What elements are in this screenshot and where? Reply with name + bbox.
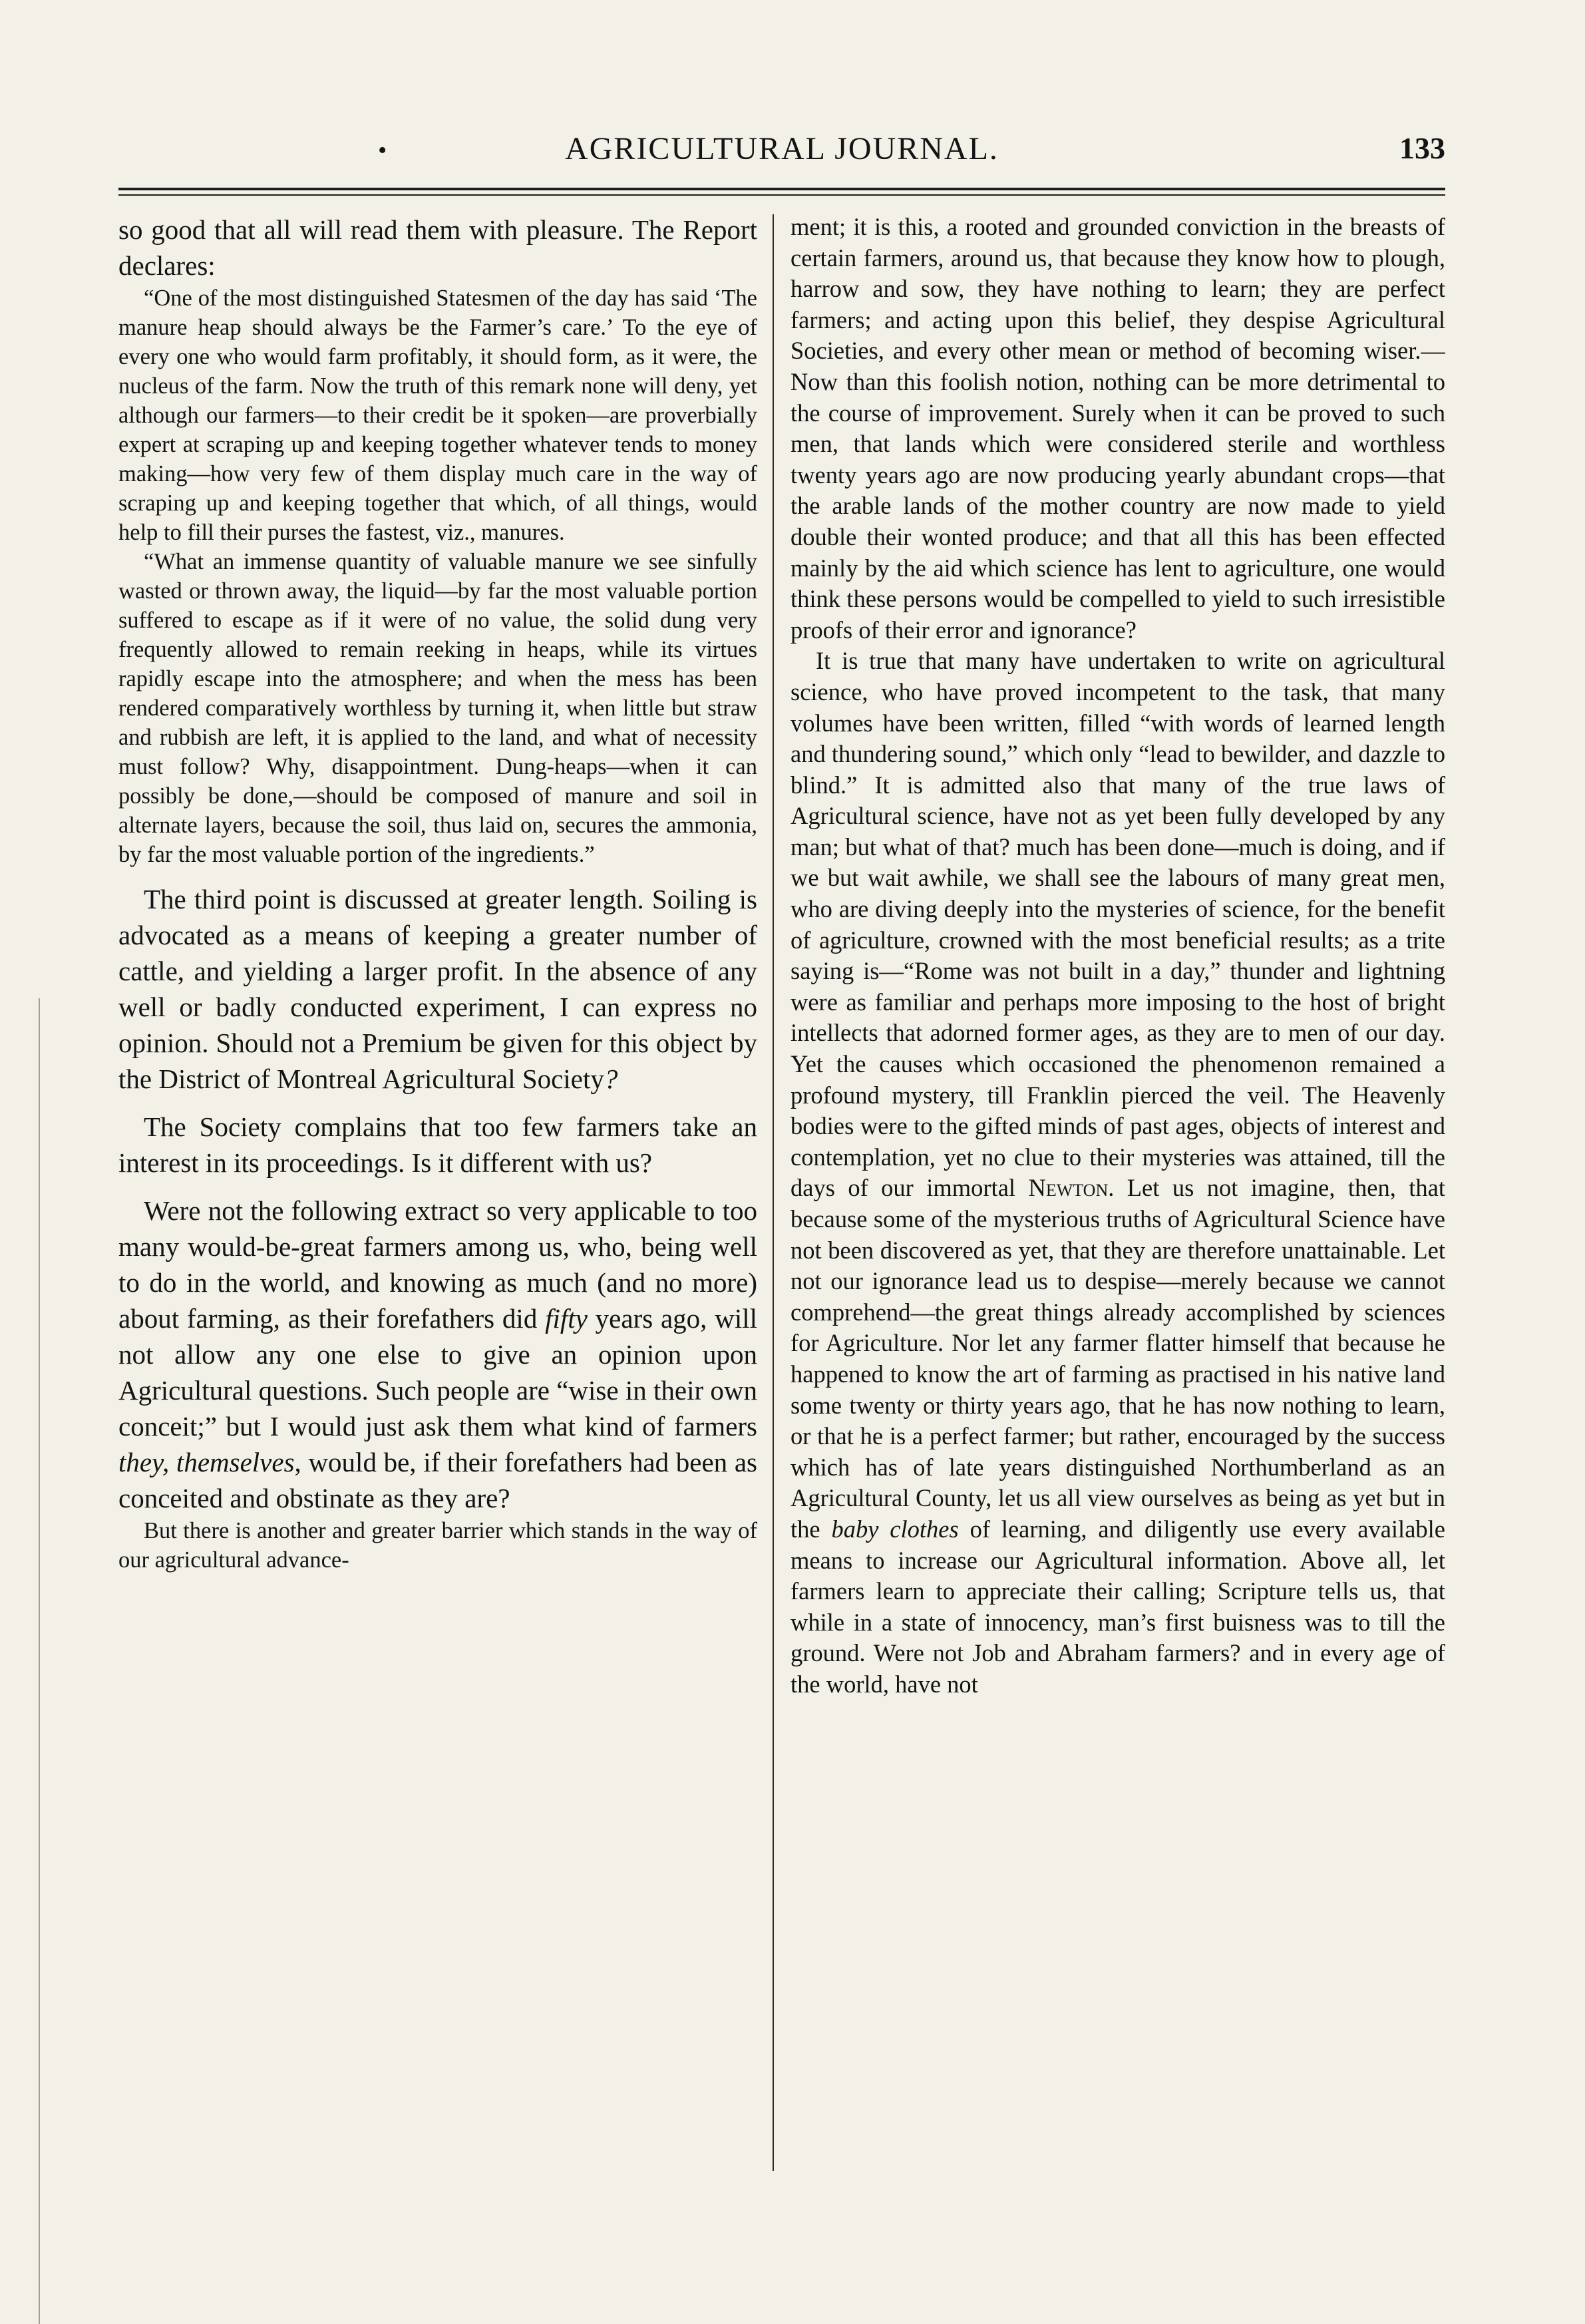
p4-part-c: years ago, will not allow any one else to give an opinion upon Agricultural questions. Such people are “wise in their own conceit;” but I would just ask them what kind of farmers	[118, 1303, 757, 1442]
p4-part-a: Were not the following extract so very applicable to too many would-be-great farmers among us, who, being well to do in the world, and knowing as much (and no more) about farming, as their forefathers did	[118, 1195, 757, 1334]
quotation-wasted-manure: “What an immense quantity of valuable manure we see sinfully wasted or thrown away, the liquid—by far the most valuable portion suffered to escape as if it were of no value, the solid dung very frequently allowed to remain reeking in heaps, while its virtues rapidly escape into the atmosphere; and when the mess has been rendered comparatively worthless by turning it, when little but straw and rubbish are left, it is applied to the land, and what of necessity must follow? Why, disappointment. Dung-heaps—when it can possibly be done,—should be composed of manure and soil in alternate layers, because the soil, thus laid on, secures the ammonia, by far the most valuable portion of the ingredients.”	[118, 549, 757, 867]
paragraph-intro: so good that all will read them with pleasure. The Report declares:	[118, 214, 757, 281]
r2-part-e: of learning, and diligently use every available means to increase our Agricultural information. Above all, let farmers learn to appreciate their calling; Scripture tells us, that while in a state of innocency, man’s first buisness was to till the ground. Were not Job and Abraham farmers? and in every age of the world, have not	[791, 1515, 1445, 1698]
left-column	[118, 212, 757, 2175]
header-rule-thick	[118, 188, 1445, 190]
paragraph-society-complaint: The Society complains that too few farmers take an interest in its proceedings. Is it different with us?	[118, 1111, 757, 1178]
paragraph-soiling	[118, 881, 757, 1097]
paragraph-would-be-farmers	[118, 1193, 757, 1516]
paragraph-conviction: ment; it is this, a rooted and grounded conviction in the breasts of certain farmers, around us, that because they know how to plough, harrow and sow, they have nothing to learn; they are perfect farmers; and acting upon this belief, they despise Agricultural Societies, and every other mean or method of becoming wiser.—Now than this foolish notion, nothing can be more detrimental to the course of improvement. Surely when it can be proved to such men, that lands which were considered sterile and worthless twenty years ago are now producing yearly abundant crops—that the arable lands of the mother country are now made to yield double their wonted produce; and that all this has been effected mainly by the aid which science has lent to agriculture, one would think these persons would be compelled to yield to such irresistible proofs of their error and ignorance?	[791, 213, 1445, 644]
r2-part-c: . Let us not imagine, then, that because some of the mysterious truths of Agricultural Science have not been discovered as yet, that they are therefore unattainable. Let not our ignorance lead us to despise—merely because we cannot comprehend—the great things already accomplished by sciences for Agriculture. Nor let any farmer flatter himself that because he happened to know the art of farming as practised in his native land some twenty or thirty years ago, that he has now nothing to learn, or that he is a perfect farmer; but rather, encouraged by the success which has of late years distinguished Northumberland as an Agricultural County, let us all view ourselves as being as yet but in the	[791, 1174, 1445, 1543]
running-header	[118, 130, 1445, 177]
paragraph-agricultural-science	[791, 646, 1445, 1700]
quotation-manure-heap: “One of the most distinguished Statesmen of the day has said ‘The manure heap should always be the Farmer’s care.’ To the eye of every one who would farm profitably, it should form, as it were, the nucleus of the farm. Now the truth of this remark none will deny, yet although our farmers—to their credit be it spoken—are proverbially expert at scraping up and keeping together whatever tends to money making—how very few of them display much care in the way of scraping up and keeping together that which, of all things, would help to fill their purses the fastest, viz., manures.	[118, 286, 757, 545]
paragraph-soiling-text: The third point is discussed at greater length. Soiling is advocated as a means of keeping a greater number of cattle, and yielding a larger profit. In the absence of any well or badly conducted experiment, I can express no opinion. Should not a Premium be given for this object by the District of Montreal Agricultural Society	[118, 884, 757, 1094]
page-number: 133	[1399, 131, 1445, 165]
header-rule-thin	[118, 194, 1445, 196]
journal-title: AGRICULTURAL JOURNAL.	[565, 131, 999, 166]
p4-emphasis-themselves: they, themselves	[118, 1447, 295, 1477]
header-ornament: •	[378, 136, 387, 164]
r2-emphasis-baby-clothes: baby clothes	[831, 1515, 959, 1543]
r2-part-a: It is true that many have undertaken to write on agricultural science, who have proved incompetent to the task, that many volumes have been written, filled “with words of learned length and thundering sound,” which only “lead to bewilder, and dazzle to blind.” It is admitted also that many of the true laws of Agricultural science, have not as yet been fully developed by any man; but what of that? much has been done—much is doing, and if we but wait awhile, we shall see the labours of many great men, who are diving deeply into the mysteries of science, for the benefit of agriculture, crowned with the most beneficial results; as a trite saying is—“Rome was not built in a day,” thunder and lightning were as familiar and perhaps more imposing to the host of bright intellects that adorned former ages, as they are to men of our day. Yet the causes which occasioned the phenomenon remained a profound mystery, till Franklin pierced the veil. The Heavenly bodies were to the gifted minds of past ages, objects of interest and contemplation, yet no clue to their mysteries was attained, till the days of our immortal	[791, 647, 1445, 1202]
paragraph-barrier: But there is another and greater barrier which stands in the way of our agricultural advance-	[118, 1518, 757, 1573]
paragraph-soiling-end: ?	[604, 1064, 618, 1094]
p4-emphasis-fifty: fifty	[545, 1303, 588, 1334]
column-divider	[773, 214, 774, 2171]
margin-scan-line	[39, 998, 40, 2324]
p4-part-e: , would be, if their forefathers had been as conceited and obstinate as they are?	[118, 1447, 757, 1513]
right-column	[791, 212, 1445, 2175]
r2-name-newton: Newton	[1028, 1174, 1109, 1202]
